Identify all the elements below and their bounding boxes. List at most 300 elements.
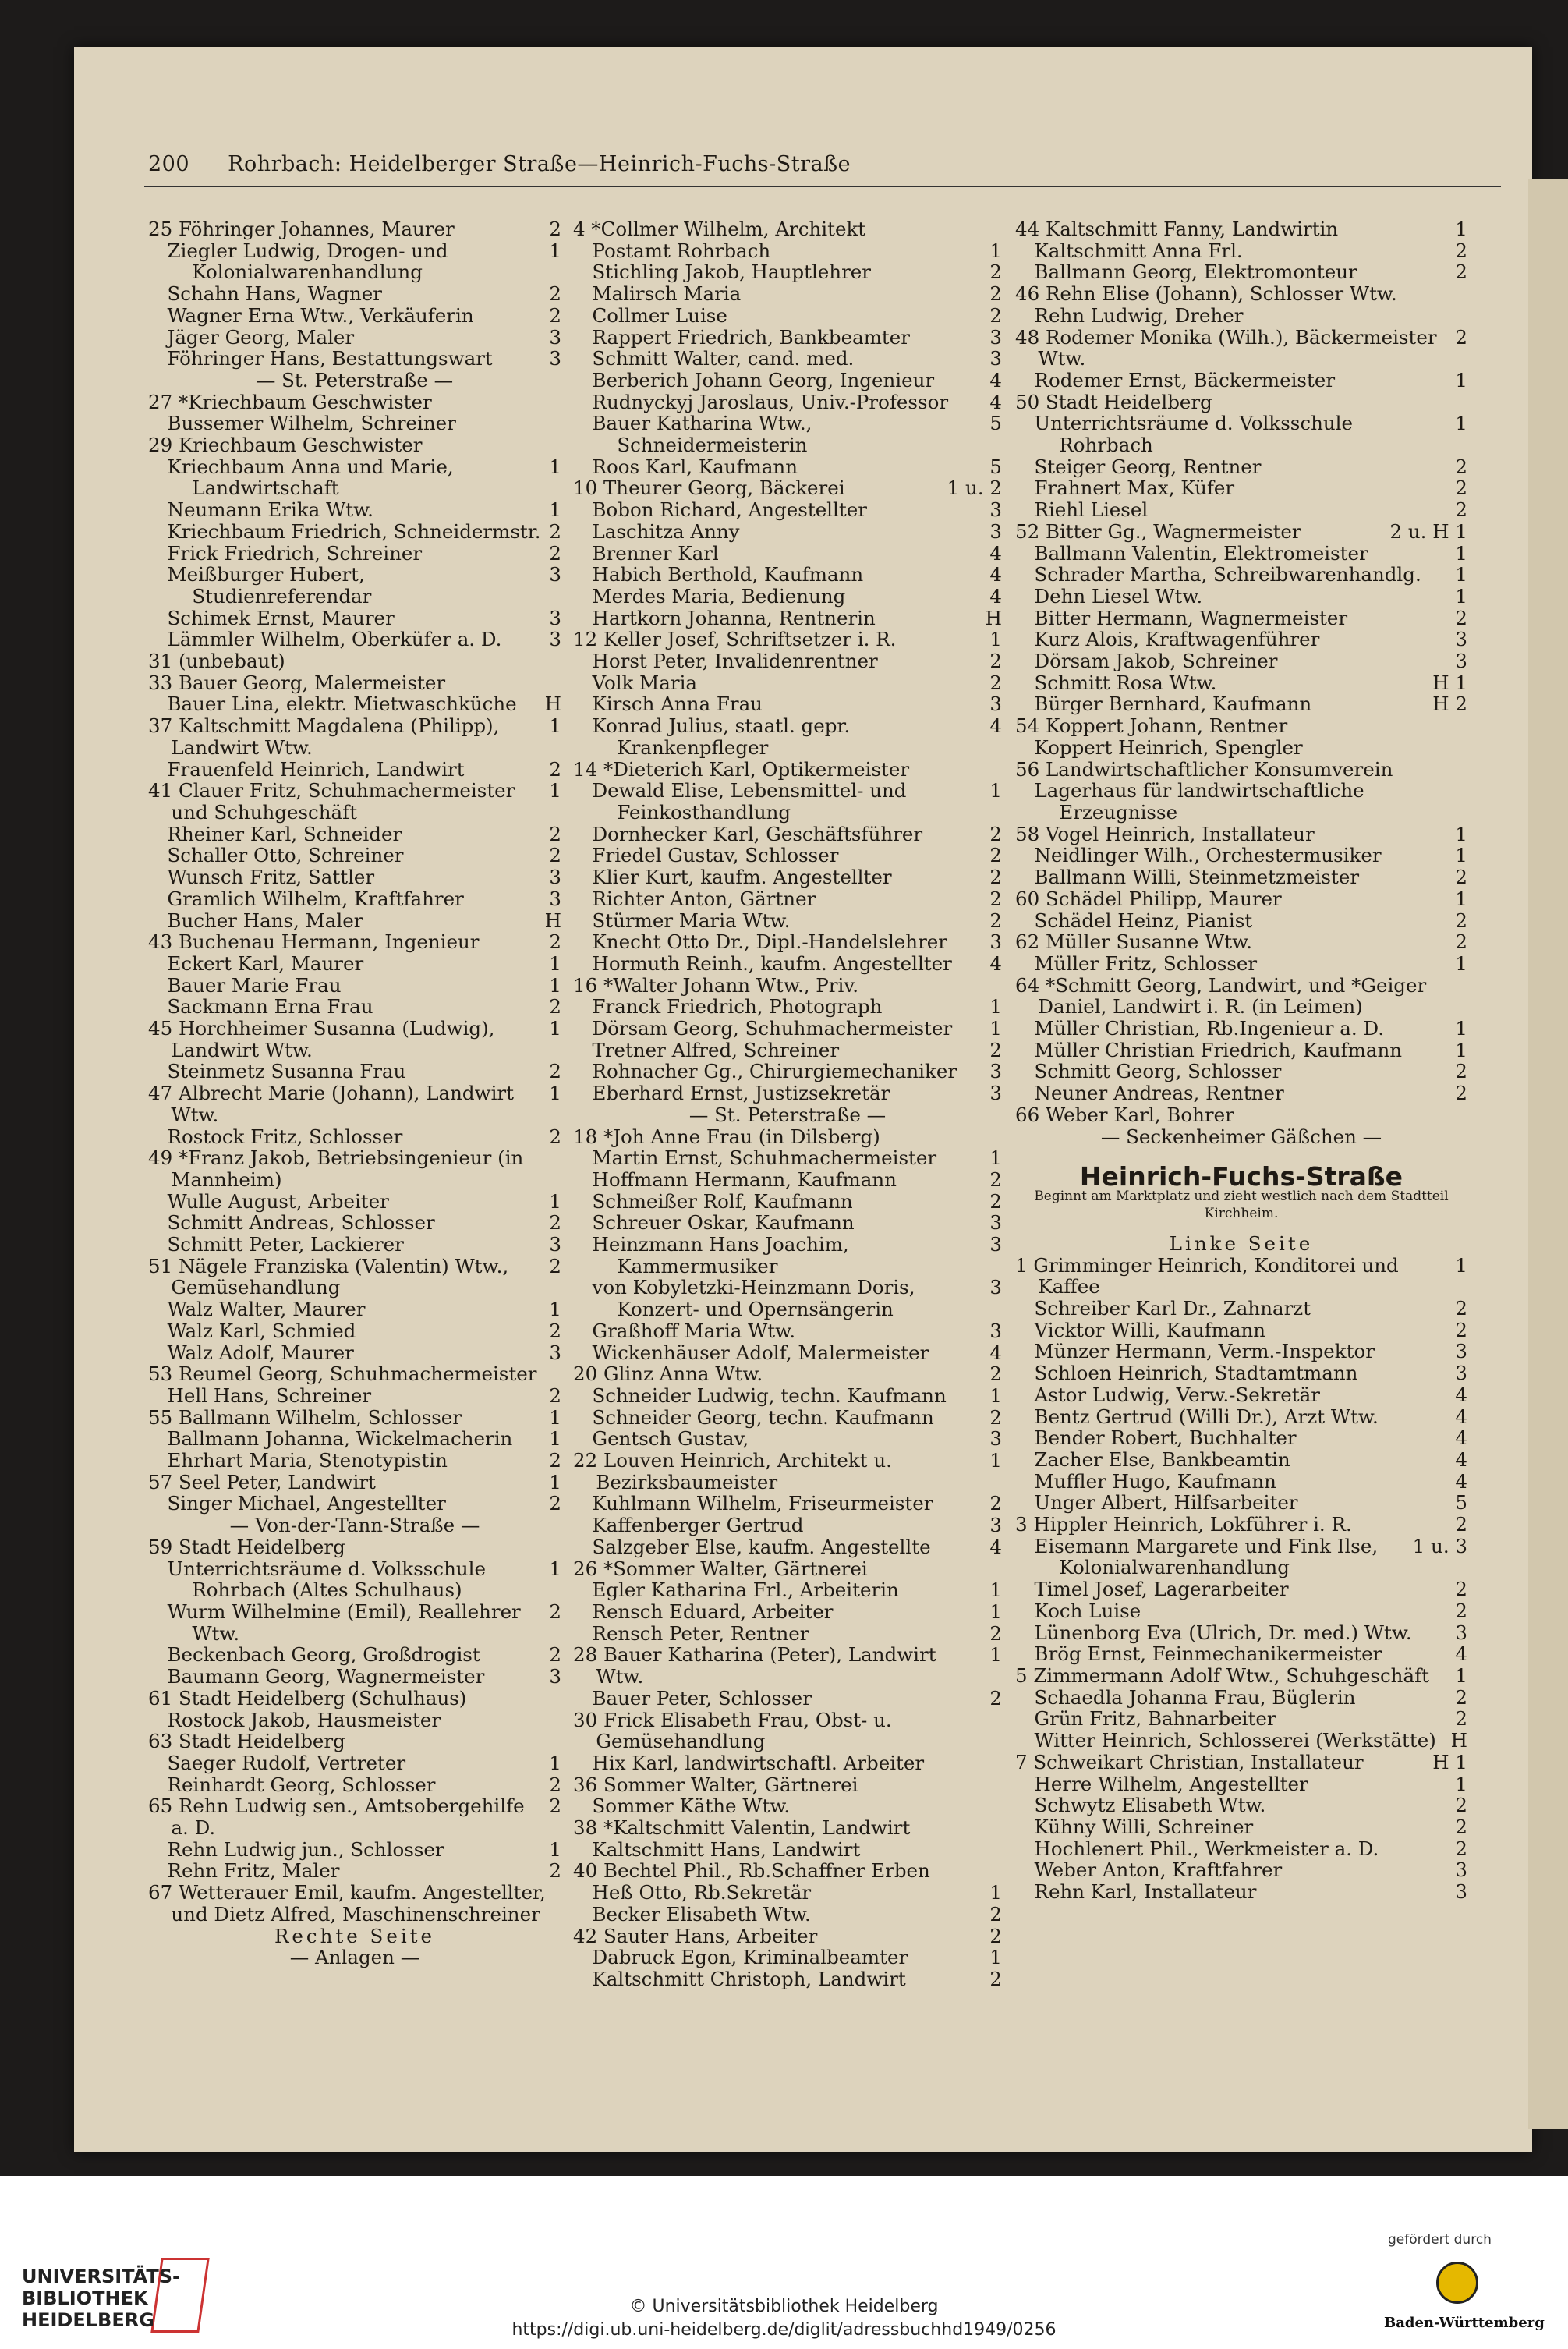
entry-text: 66 Weber Karl, Bohrer: [1015, 1103, 1234, 1126]
entry-text: Eisemann Margarete und Fink Ilse, Kolonialwarenhandlung: [1034, 1534, 1379, 1579]
entry-text: Ballmann Valentin, Elektromeister: [1034, 541, 1368, 565]
entry-floor: 1: [989, 995, 1002, 1019]
source-url[interactable]: https://digi.ub.uni-heidelberg.de/diglit/adressbuchhd1949/0256: [511, 2320, 1057, 2340]
entry-floor: 3: [549, 1233, 561, 1256]
entry-text: Schneider Ludwig, techn. Kaufmann: [592, 1384, 947, 1407]
directory-entry: [573, 1839, 1002, 1861]
entry-text: Ballmann Johanna, Wickelmacherin: [167, 1427, 513, 1451]
entry-text: 16 *Walter Johann Wtw., Priv.: [573, 973, 859, 997]
entry-text: Bitter Hermann, Wagnermeister: [1034, 606, 1348, 629]
entry-text: Berberich Johann Georg, Ingenieur: [592, 368, 935, 392]
entry-text: Bauer Lina, elektr. Mietwaschküche: [167, 693, 517, 716]
entry-text: 54 Koppert Johann, Rentner: [1015, 714, 1288, 738]
directory-entry: [148, 931, 561, 953]
directory-entry: [1015, 1514, 1467, 1536]
entry-text: Schahn Hans, Wagner: [167, 282, 382, 306]
directory-entry: [1015, 1018, 1467, 1040]
directory-entry: [1015, 1298, 1467, 1320]
entry-text: Sackmann Erna Frau: [167, 995, 373, 1019]
directory-entry: [148, 888, 561, 910]
entry-floor: 1: [989, 1449, 1002, 1472]
entry-text: Lagerhaus für landwirtschaftliche Erzeugnisse: [1034, 779, 1364, 824]
directory-entry: [148, 1212, 561, 1234]
entry-floor: [994, 1839, 1002, 1861]
entry-floor: 2: [549, 1773, 561, 1796]
entry-floor: [994, 218, 1002, 240]
entry-floor: 4: [989, 368, 1002, 392]
entry-floor: 2: [1455, 1297, 1467, 1320]
entry-floor: 2: [1455, 930, 1467, 954]
entry-text: Kaffenberger Gertrud: [592, 1514, 804, 1537]
directory-entry: [573, 1752, 1002, 1774]
entry-floor: H 1: [1432, 671, 1467, 694]
street-heading: Heinrich-Fuchs-Straße: [1079, 1161, 1403, 1192]
directory-entry: [573, 348, 1002, 370]
entry-floor: 5: [989, 455, 1002, 478]
directory-entry: [148, 1385, 561, 1407]
entry-text: Meißburger Hubert, Studienreferendar: [167, 563, 372, 608]
entry-floor: 3: [549, 347, 561, 370]
directory-entry: [1015, 1449, 1467, 1471]
entry-floor: [994, 1709, 1002, 1752]
entry-text: Bauer Katharina Wtw., Schneidermeisterin: [592, 412, 812, 457]
entry-text: Bentz Gertrud (Willi Dr.), Arzt Wtw.: [1034, 1405, 1379, 1428]
entry-floor: 1: [549, 1189, 561, 1213]
heidelberger-strasse-continued: [1015, 218, 1467, 1147]
heinrich-fuchs-strasse-entries: [1015, 1255, 1467, 1903]
directory-entry: [573, 996, 1002, 1018]
entry-text: Unger Albert, Hilfsarbeiter: [1034, 1491, 1298, 1515]
directory-entry: [148, 240, 561, 283]
street-description: Beginnt am Marktplatz und zieht westlich nach dem Stadtteil Kirchheim.: [1034, 1188, 1449, 1221]
directory-entry: [148, 1774, 561, 1796]
directory-entry: [148, 953, 561, 975]
entry-text: 55 Ballmann Wilhelm, Schlosser: [148, 1405, 462, 1429]
directory-entry: [573, 1342, 1002, 1364]
entry-floor: [994, 1795, 1002, 1817]
directory-entry: [1015, 1859, 1467, 1881]
entry-floor: 2: [1455, 455, 1467, 478]
entry-text: Tretner Alfred, Schreiner: [592, 1038, 840, 1061]
entry-floor: 3: [549, 866, 561, 889]
entry-text: Rehn Ludwig jun., Schlosser: [167, 1837, 444, 1861]
funding-note: gefördert durch: [1388, 2232, 1492, 2248]
entry-text: Martin Ernst, Schuhmachermeister: [592, 1146, 937, 1170]
directory-entry: [1015, 1687, 1467, 1709]
entry-text: 26 *Sommer Walter, Gärtnerei: [573, 1557, 868, 1580]
directory-entry: [1015, 672, 1467, 694]
entry-text: 65 Rehn Ludwig sen., Amtsobergehilfe a. D.: [148, 1795, 525, 1840]
directory-entry: [1015, 975, 1467, 1018]
entry-text: 18 *Joh Anne Frau (in Dilsberg): [573, 1125, 880, 1148]
directory-entry: [573, 1320, 1002, 1342]
entry-text: Rappert Friedrich, Bankbeamter: [592, 325, 910, 349]
directory-entry: [573, 261, 1002, 283]
entry-text: Rohnacher Gg., Chirurgiemechaniker: [592, 1060, 957, 1083]
entry-text: Rostock Fritz, Schlosser: [167, 1125, 403, 1148]
entry-text: Rehn Fritz, Maler: [167, 1859, 340, 1883]
entry-floor: 4: [1455, 1642, 1467, 1666]
entry-text: Dewald Elise, Lebensmittel- und Feinkosthandlung: [592, 779, 907, 824]
entry-text: Hochlenert Phil., Werkmeister a. D.: [1034, 1837, 1379, 1860]
entry-floor: 2: [549, 930, 561, 954]
directory-entry: [573, 1212, 1002, 1234]
entry-floor: 4: [989, 541, 1002, 565]
entry-floor: 2: [989, 671, 1002, 694]
entry-floor: 1: [1455, 563, 1467, 586]
entry-floor: 2: [1455, 1837, 1467, 1860]
directory-entry: [148, 1363, 561, 1385]
entry-text: Schmitt Peter, Lackierer: [167, 1233, 404, 1256]
directory-entry: [573, 629, 1002, 650]
directory-entry: [148, 780, 561, 823]
entry-floor: 3: [1455, 650, 1467, 673]
entry-text: Walz Karl, Schmied: [167, 1319, 356, 1342]
entry-floor: [1460, 305, 1467, 327]
entry-text: Schneider Georg, techn. Kaufmann: [592, 1405, 934, 1429]
entry-floor: 3: [989, 1276, 1002, 1299]
entry-floor: 2: [549, 1125, 561, 1148]
directory-entry: [148, 1601, 561, 1644]
directory-entry: [148, 1256, 561, 1299]
entry-floor: 2: [549, 303, 561, 327]
entry-text: 27 *Kriechbaum Geschwister: [148, 390, 432, 413]
entry-text: Schwytz Elisabeth Wtw.: [1034, 1794, 1266, 1817]
entry-text: Zacher Else, Bankbeamtin: [1034, 1447, 1290, 1471]
entry-text: Schreiber Karl Dr., Zahnarzt: [1034, 1297, 1311, 1320]
directory-entry: [1015, 1752, 1467, 1773]
entry-text: Müller Christian Friedrich, Kaufmann: [1034, 1038, 1403, 1061]
entry-floor: 2: [989, 1621, 1002, 1645]
entry-floor: 3: [989, 1060, 1002, 1083]
directory-entry: [1015, 392, 1467, 413]
directory-entry: [1015, 1492, 1467, 1514]
entry-floor: 4: [989, 951, 1002, 975]
entry-floor: [554, 1363, 561, 1385]
directory-entry: [148, 1688, 561, 1709]
directory-entry: [573, 327, 1002, 349]
entry-floor: 1: [549, 1017, 561, 1040]
directory-entry: [573, 1904, 1002, 1926]
entry-text: Dörsam Georg, Schuhmachermeister: [592, 1017, 953, 1040]
directory-entry: [1015, 759, 1467, 781]
directory-entry: [148, 521, 561, 543]
entry-floor: H: [1450, 1729, 1467, 1752]
directory-entry: [1015, 650, 1467, 672]
directory-entry: [573, 1147, 1002, 1169]
entry-floor: 1: [1455, 951, 1467, 975]
entry-text: Sommer Käthe Wtw.: [592, 1795, 791, 1818]
entry-floor: 3: [989, 1427, 1002, 1451]
entry-text: Salzgeber Else, kaufm. Angestellte: [592, 1535, 931, 1558]
directory-entry: [573, 910, 1002, 932]
entry-floor: 2: [1455, 1599, 1467, 1622]
entry-text: Herre Wilhelm, Angestellter: [1034, 1772, 1308, 1795]
directory-entry: [148, 1839, 561, 1861]
entry-floor: 1: [549, 455, 561, 478]
entry-text: 1 Grimminger Heinrich, Konditorei und Kaffee: [1015, 1253, 1399, 1299]
directory-entry: [1015, 1730, 1467, 1752]
entry-text: 36 Sommer Walter, Gärtnerei: [573, 1773, 858, 1796]
entry-text: Steiger Georg, Rentner: [1034, 455, 1262, 478]
entry-text: 51 Nägele Franziska (Valentin) Wtw., Gemüsehandlung: [148, 1254, 509, 1299]
page-number: 200: [148, 152, 190, 176]
entry-floor: 1: [989, 239, 1002, 262]
header-rule: [144, 186, 1501, 187]
directory-entry: [573, 953, 1002, 975]
entry-floor: 3: [549, 1665, 561, 1688]
entry-text: Kriechbaum Anna und Marie, Landwirtschaft: [167, 455, 454, 500]
directory-entry: [573, 1882, 1002, 1904]
directory-entry: [573, 975, 1002, 997]
entry-floor: 2: [989, 866, 1002, 889]
entry-floor: 1: [989, 1146, 1002, 1170]
entry-floor: 2: [549, 1492, 561, 1515]
directory-entry: [1015, 218, 1467, 240]
entry-floor: 1: [989, 1643, 1002, 1667]
directory-entry: [148, 456, 561, 499]
directory-entry: [573, 1795, 1002, 1817]
directory-entry: [573, 564, 1002, 586]
entry-text: Ehrhart Maria, Stenotypistin: [167, 1449, 448, 1472]
directory-entry: [148, 499, 561, 521]
entry-text: Witter Heinrich, Schlosserei (Werkstätte): [1034, 1729, 1436, 1752]
directory-entry: [1015, 1600, 1467, 1622]
entry-floor: 1: [1455, 218, 1467, 240]
entry-text: Friedel Gustav, Schlosser: [592, 844, 839, 867]
directory-entry: [1015, 715, 1467, 737]
entry-floor: [994, 1774, 1002, 1796]
directory-entry: [573, 1428, 1002, 1450]
entry-text: Kaltschmitt Christoph, Landwirt: [592, 1967, 906, 1990]
entry-text: Unterrichtsräume d. Volksschule Rohrbach (Altes Schulhaus): [167, 1557, 486, 1602]
directory-entry: [1015, 953, 1467, 975]
entry-text: Münzer Hermann, Verm.-Inspektor: [1034, 1340, 1375, 1363]
entry-text: Bauer Marie Frau: [167, 973, 342, 997]
directory-entry: [1015, 477, 1467, 499]
entry-text: Kaltschmitt Anna Frl.: [1034, 239, 1243, 262]
entry-floor: [1460, 759, 1467, 781]
entry-floor: 4: [989, 563, 1002, 586]
directory-entry: [148, 845, 561, 866]
entry-floor: 4: [989, 390, 1002, 413]
directory-entry: [573, 780, 1002, 823]
entry-floor: 2: [1455, 477, 1467, 500]
directory-entry: [1015, 608, 1467, 629]
entry-floor: 4: [1455, 1383, 1467, 1406]
entry-text: Dörsam Jakob, Schreiner: [1034, 650, 1278, 673]
entry-floor: 2: [989, 822, 1002, 845]
directory-entry: [573, 586, 1002, 608]
entry-floor: 3: [549, 325, 561, 349]
directory-entry: [573, 1363, 1002, 1385]
entry-floor: 4: [1455, 1469, 1467, 1493]
entry-text: Brenner Karl: [592, 541, 719, 565]
entry-text: 25 Föhringer Johannes, Maurer: [148, 218, 455, 240]
entry-text: Wulle August, Arbeiter: [167, 1189, 389, 1213]
entry-text: Bauer Peter, Schlosser: [592, 1686, 812, 1709]
entry-text: Gramlich Wilhelm, Kraftfahrer: [167, 887, 464, 910]
entry-floor: 1: [1455, 541, 1467, 565]
directory-entry: [148, 975, 561, 997]
column-middle: [573, 218, 1002, 1990]
directory-entry: [1015, 1362, 1467, 1384]
entry-floor: [1460, 1104, 1467, 1126]
entry-text: Ziegler Ludwig, Drogen- und Kolonialwarenhandlung: [167, 239, 448, 284]
entry-floor: 2: [989, 909, 1002, 932]
entry-text: 14 *Dieterich Karl, Optikermeister: [573, 757, 910, 781]
entry-floor: [1460, 975, 1467, 1018]
entry-floor: H 2: [1432, 693, 1467, 716]
entry-text: Konrad Julius, staatl. gepr. Krankenpfleger: [592, 714, 851, 759]
directory-entry: [573, 715, 1002, 758]
entry-text: Kriechbaum Friedrich, Schneidermstr.: [167, 519, 541, 543]
entry-floor: 1: [549, 951, 561, 975]
entry-text: 48 Rodemer Monika (Wilh.), Bäckermeister Wtw.: [1015, 325, 1437, 370]
directory-entry: [1015, 499, 1467, 521]
directory-entry: [1015, 261, 1467, 283]
entry-floor: 3: [989, 1514, 1002, 1537]
entry-text: Müller Christian, Rb.Ingenieur a. D.: [1034, 1017, 1385, 1040]
entry-text: Laschitza Anny: [592, 519, 740, 543]
entry-floor: 3: [989, 1082, 1002, 1105]
directory-entry: [573, 1688, 1002, 1709]
directory-entry: [148, 413, 561, 434]
entry-text: Rehn Karl, Installateur: [1034, 1880, 1257, 1904]
entry-floor: [994, 975, 1002, 997]
entry-floor: 2: [549, 541, 561, 565]
entry-floor: 2: [549, 1384, 561, 1407]
entry-floor: 2: [1455, 1513, 1467, 1536]
entry-floor: 4: [1455, 1405, 1467, 1428]
entry-text: Lünenborg Eva (Ulrich, Dr. med.) Wtw.: [1034, 1621, 1412, 1644]
directory-entry: [573, 499, 1002, 521]
entry-text: Neuner Andreas, Rentner: [1034, 1082, 1284, 1105]
directory-entry: [573, 1082, 1002, 1104]
entry-floor: 1: [989, 1600, 1002, 1623]
entry-text: Richter Anton, Gärtner: [592, 887, 816, 910]
directory-entry: [573, 1926, 1002, 1947]
directory-entry: [573, 240, 1002, 262]
entry-floor: 2: [989, 1038, 1002, 1061]
entry-floor: 1: [1455, 1017, 1467, 1040]
page-title: Rohrbach: Heidelberger Straße—Heinrich-Fuchs-Straße: [228, 152, 851, 176]
entry-text: von Kobyletzki-Heinzmann Doris, Konzert- und Opernsängerin: [592, 1276, 915, 1321]
directory-entry: [573, 888, 1002, 910]
directory-entry: [573, 672, 1002, 694]
directory-entry: [148, 672, 561, 694]
entry-floor: 2: [1455, 239, 1467, 262]
entry-text: 40 Bechtel Phil., Rb.Schaffner Erben: [573, 1859, 930, 1883]
directory-entry: [148, 434, 561, 456]
section-divider: Rechte Seite: [274, 1924, 436, 1947]
entry-text: Baumann Georg, Wagnermeister: [167, 1665, 485, 1688]
entry-text: Hoffmann Hermann, Kaufmann: [592, 1167, 897, 1191]
entry-floor: 3: [1455, 1340, 1467, 1363]
entry-text: 52 Bitter Gg., Wagnermeister: [1015, 519, 1301, 543]
entry-floor: 3: [549, 1341, 561, 1364]
directory-entry: [1015, 283, 1467, 305]
entry-floor: 1: [989, 1017, 1002, 1040]
entry-floor: 2: [989, 1189, 1002, 1213]
entry-floor: 1: [1455, 887, 1467, 910]
entry-floor: 2: [1455, 909, 1467, 932]
entry-text: 60 Schädel Philipp, Maurer: [1015, 887, 1282, 910]
directory-entry: [1015, 1838, 1467, 1860]
entry-text: Frauenfeld Heinrich, Landwirt: [167, 757, 465, 781]
entry-text: Walz Walter, Maurer: [167, 1298, 366, 1321]
entry-text: Habich Berthold, Kaufmann: [592, 563, 864, 586]
entry-floor: 2: [549, 1449, 561, 1472]
entry-floor: [554, 1731, 561, 1752]
directory-entry: [1015, 564, 1467, 586]
directory-entry: [1015, 240, 1467, 262]
directory-entry: [1015, 888, 1467, 910]
entry-text: Rheiner Karl, Schneider: [167, 822, 402, 845]
entry-text: Vicktor Willi, Kaufmann: [1034, 1318, 1266, 1341]
entry-text: Wagner Erna Wtw., Verkäuferin: [167, 303, 474, 327]
entry-floor: 1: [549, 714, 561, 738]
entry-floor: [554, 1147, 561, 1190]
entry-floor: 3: [989, 1233, 1002, 1256]
entry-text: 61 Stadt Heidelberg (Schulhaus): [148, 1686, 467, 1709]
directory-entry: [573, 759, 1002, 781]
directory-entry: [1015, 1406, 1467, 1428]
directory-entry: [1015, 543, 1467, 565]
entry-floor: 2: [1455, 1578, 1467, 1601]
entry-floor: 3: [989, 693, 1002, 716]
directory-entry: [573, 650, 1002, 672]
entry-floor: 2: [989, 1167, 1002, 1191]
directory-entry: [573, 845, 1002, 866]
entry-text: 57 Seel Peter, Landwirt: [148, 1470, 376, 1493]
entry-floor: 3: [1455, 1880, 1467, 1904]
entry-floor: H: [544, 693, 561, 716]
entry-floor: 3: [549, 606, 561, 629]
entry-text: Föhringer Hans, Bestattungswart: [167, 347, 493, 370]
entry-floor: 2: [989, 1405, 1002, 1429]
entry-text: Weber Anton, Kraftfahrer: [1034, 1858, 1283, 1882]
directory-entry: [573, 1169, 1002, 1191]
entry-text: Schmitt Georg, Schlosser: [1034, 1060, 1282, 1083]
entry-text: Graßhoff Maria Wtw.: [592, 1319, 795, 1342]
entry-text: Becker Elisabeth Wtw.: [592, 1902, 811, 1926]
entry-text: 28 Bauer Katharina (Peter), Landwirt Wtw.: [573, 1643, 936, 1688]
entry-floor: 2: [1455, 498, 1467, 522]
entry-floor: 1: [1455, 1253, 1467, 1277]
entry-floor: [994, 759, 1002, 781]
directory-entry: [1015, 1255, 1467, 1298]
entry-text: Schmitt Walter, cand. med.: [592, 347, 855, 370]
entry-floor: [554, 650, 561, 672]
directory-entry: [1015, 824, 1467, 845]
entry-text: Kuhlmann Wilhelm, Friseurmeister: [592, 1492, 933, 1515]
entry-floor: 1: [1455, 1038, 1467, 1061]
directory-entry: [573, 1536, 1002, 1558]
directory-entry: [148, 348, 561, 370]
entry-text: Eberhard Ernst, Justizsekretär: [592, 1082, 890, 1105]
entry-text: Brög Ernst, Feinmechanikermeister: [1034, 1642, 1382, 1666]
directory-entry: [148, 283, 561, 305]
entry-text: 67 Wetterauer Emil, kaufm. Angestellter, und Dietz Alfred, Maschinenschreiner: [148, 1881, 546, 1926]
entry-text: Wunsch Fritz, Sattler: [167, 866, 375, 889]
entry-floor: 5: [989, 412, 1002, 435]
entry-floor: 2: [989, 1362, 1002, 1386]
entry-floor: 2: [1455, 1082, 1467, 1105]
entry-floor: 3: [549, 628, 561, 651]
entry-text: Schaller Otto, Schreiner: [167, 844, 404, 867]
entry-text: Schrader Martha, Schreibwarenhandlg.: [1034, 563, 1421, 586]
